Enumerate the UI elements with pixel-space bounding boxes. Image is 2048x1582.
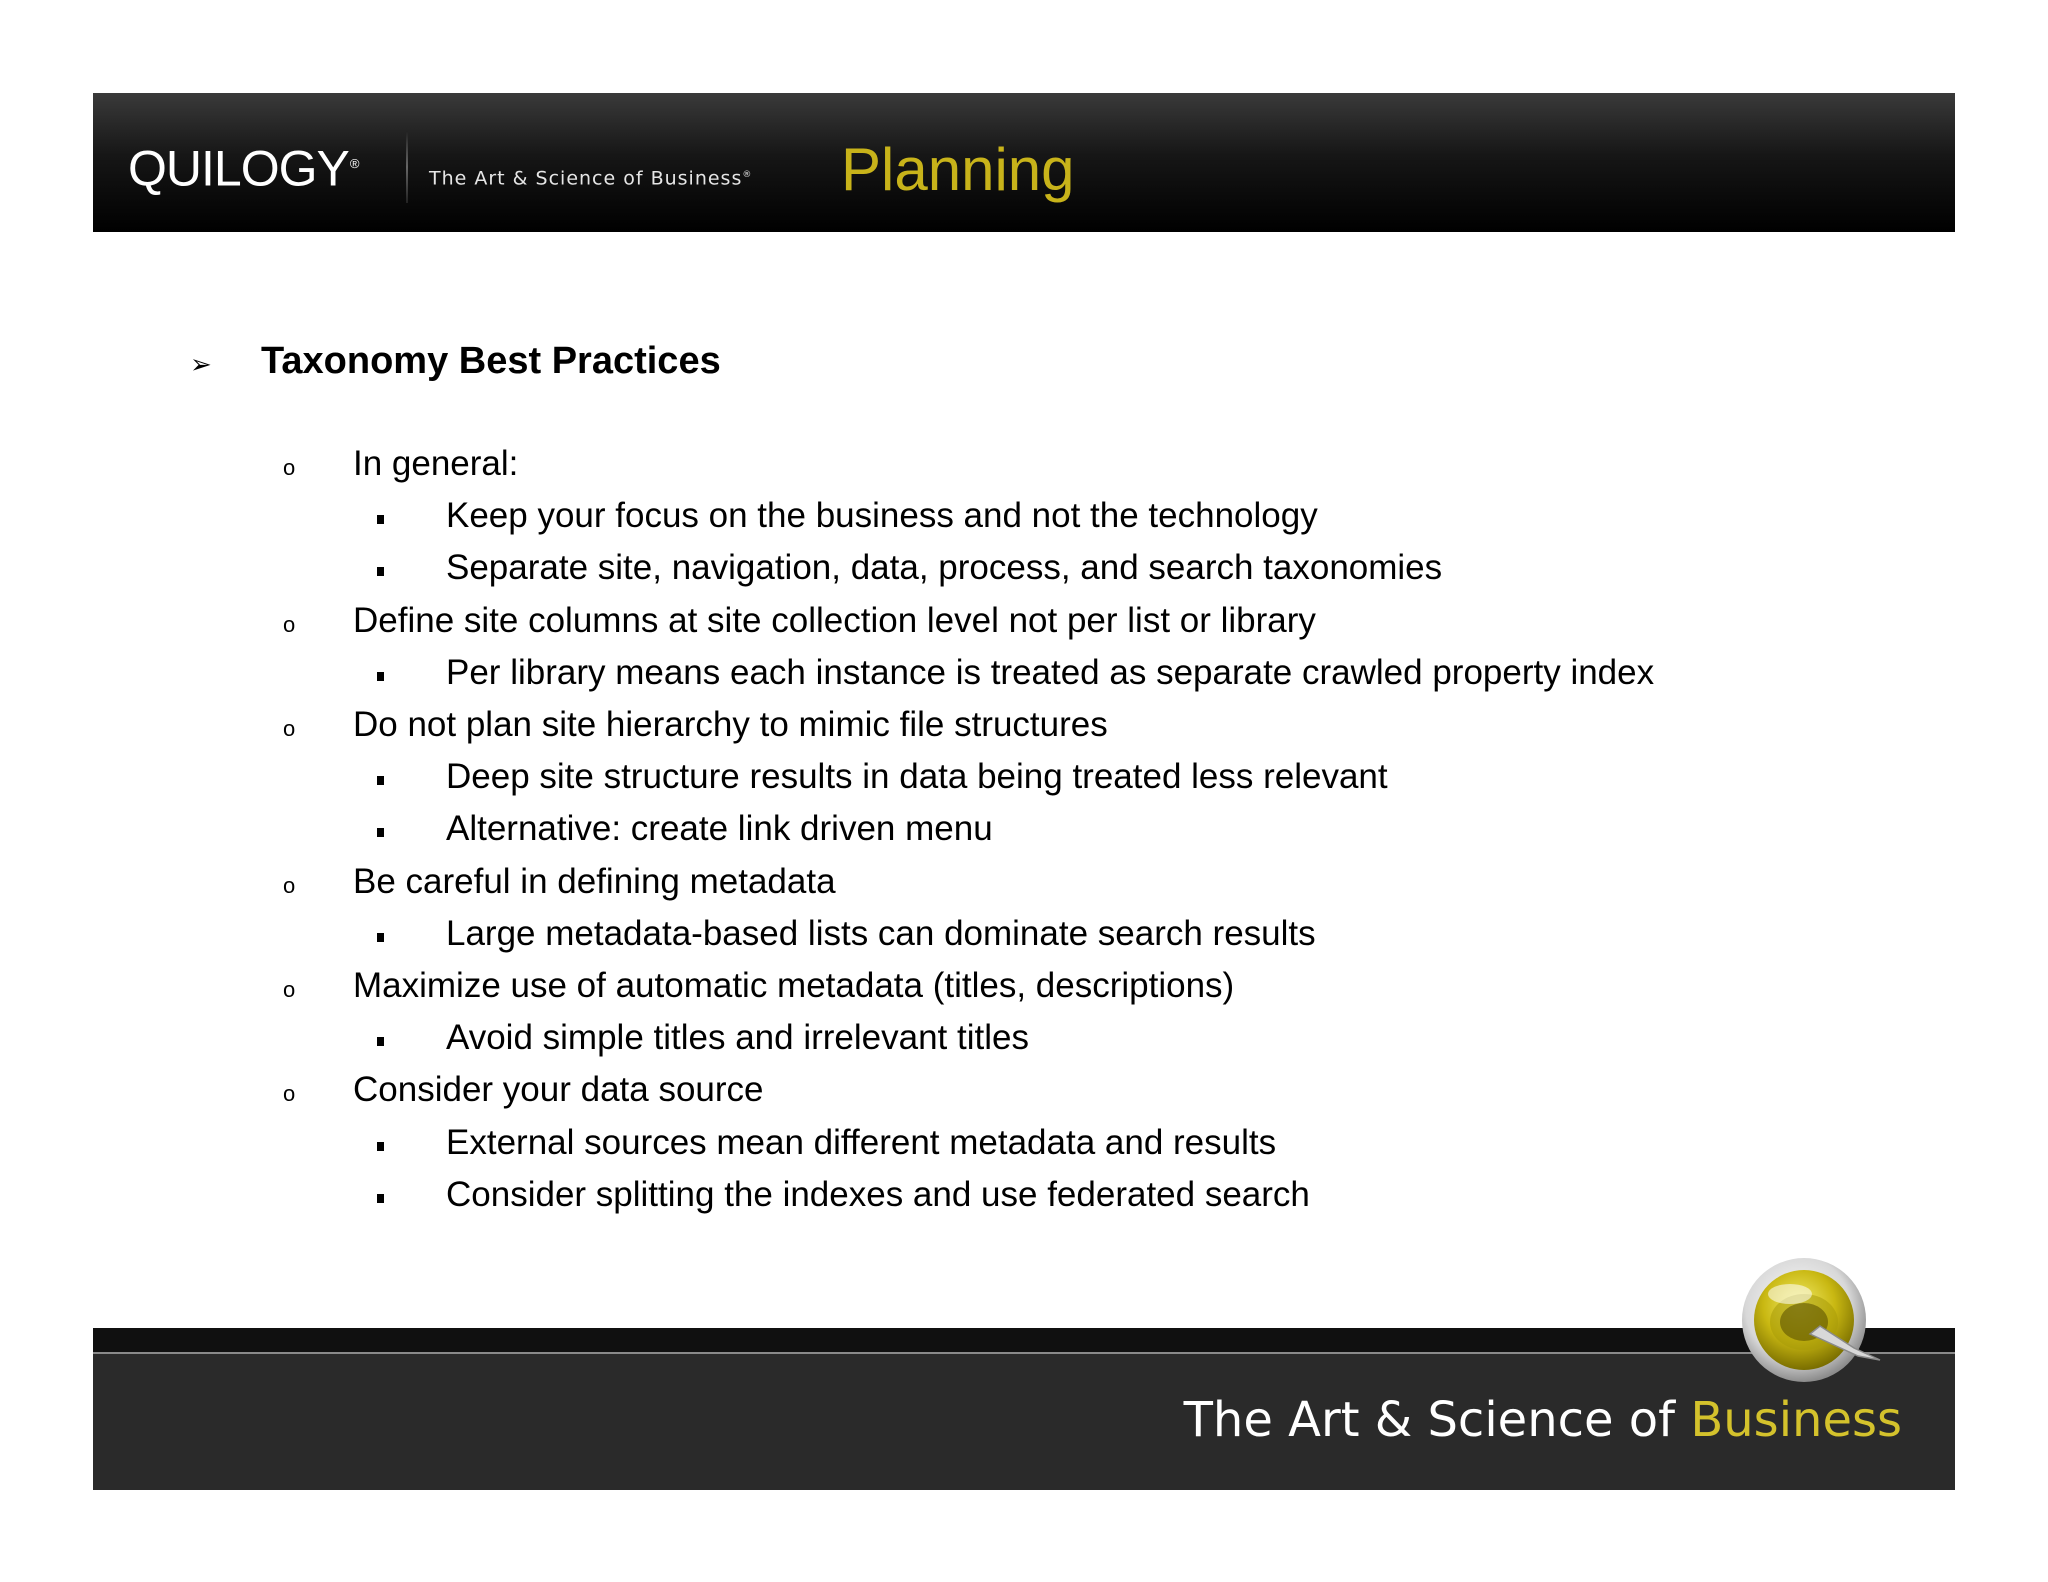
- list-item: [0, 601, 2048, 645]
- circle-bullet-icon: o: [283, 872, 296, 898]
- square-bullet-icon: [377, 1142, 384, 1151]
- sub-list-item: [0, 757, 2048, 801]
- square-bullet-icon: [377, 1194, 384, 1203]
- footer-tagline-highlight: Business: [1690, 1392, 1902, 1448]
- sub-list-item-text: Separate site, navigation, data, process, and search taxonomies: [446, 548, 1443, 588]
- sub-list-item-text: Alternative: create link driven menu: [446, 809, 993, 849]
- list-item-text: Maximize use of automatic metadata (titles, descriptions): [353, 966, 1235, 1005]
- footer-tagline-main: The Art & Science of: [1183, 1392, 1676, 1448]
- sub-list-item: [0, 653, 2048, 697]
- logo-text: QUILOGY: [128, 140, 349, 197]
- sub-list-item: [0, 496, 2048, 540]
- heading-row: [0, 340, 2048, 388]
- square-bullet-icon: [377, 672, 384, 681]
- square-bullet-icon: [377, 515, 384, 524]
- circle-bullet-icon: o: [283, 716, 296, 741]
- list-item: [0, 705, 2048, 749]
- circle-bullet-icon: o: [283, 977, 296, 1002]
- footer-bar: [93, 1328, 1955, 1490]
- list-item: [0, 444, 2048, 488]
- tagline-registered-mark: ®: [742, 170, 753, 180]
- square-bullet-icon: [377, 828, 384, 837]
- square-bullet-icon: [377, 1037, 384, 1046]
- sub-list-item: [0, 809, 2048, 853]
- logo-registered-mark: ®: [349, 156, 359, 171]
- square-bullet-icon: [377, 933, 384, 942]
- sub-list-item: [0, 548, 2048, 592]
- sub-list-item-text: Avoid simple titles and irrelevant titles: [446, 1018, 1029, 1058]
- footer-top-band: [93, 1328, 1955, 1352]
- sub-list-item: [0, 1175, 2048, 1219]
- sub-list-item: [0, 1123, 2048, 1167]
- square-bullet-icon: [377, 776, 384, 785]
- list-item: [0, 966, 2048, 1010]
- sub-list-item-text: Per library means each instance is treated as separate crawled property index: [446, 652, 1655, 692]
- list-item-text: Do not plan site hierarchy to mimic file structures: [353, 705, 1108, 744]
- list-item: [0, 862, 2048, 906]
- list-item-text: Be careful in defining metadata: [353, 861, 836, 901]
- circle-bullet-icon: o: [283, 1081, 296, 1107]
- q-logo-icon: [1740, 1256, 1882, 1386]
- sub-list-item-text: External sources mean different metadata and results: [446, 1122, 1277, 1162]
- circle-bullet-icon: o: [283, 455, 296, 480]
- list-item: [0, 1070, 2048, 1114]
- sub-list-item-text: Keep your focus on the business and not the technology: [446, 496, 1318, 536]
- square-bullet-icon: [377, 567, 384, 576]
- sub-list-item-text: Large metadata-based lists can dominate search results: [446, 913, 1316, 953]
- sub-list-item-text: Consider splitting the indexes and use federated search: [446, 1174, 1310, 1214]
- list-item-text: Define site columns at site collection level not per list or library: [353, 600, 1316, 640]
- list-item-text: In general:: [353, 444, 519, 483]
- footer-divider-line: [93, 1352, 1955, 1354]
- sub-list-item: [0, 914, 2048, 958]
- section-heading: Taxonomy Best Practices: [261, 340, 721, 382]
- list-item-text: Consider your data source: [353, 1070, 764, 1110]
- arrow-bullet-icon: ➢: [190, 349, 212, 379]
- footer-tagline: [1184, 1392, 1902, 1448]
- circle-bullet-icon: o: [283, 611, 296, 637]
- sub-list-item: [0, 1018, 2048, 1062]
- header-tagline-text: The Art & Science of Business: [429, 167, 743, 190]
- sub-list-item-text: Deep site structure results in data being treated less relevant: [446, 757, 1388, 797]
- slide-title: Planning: [841, 136, 1075, 203]
